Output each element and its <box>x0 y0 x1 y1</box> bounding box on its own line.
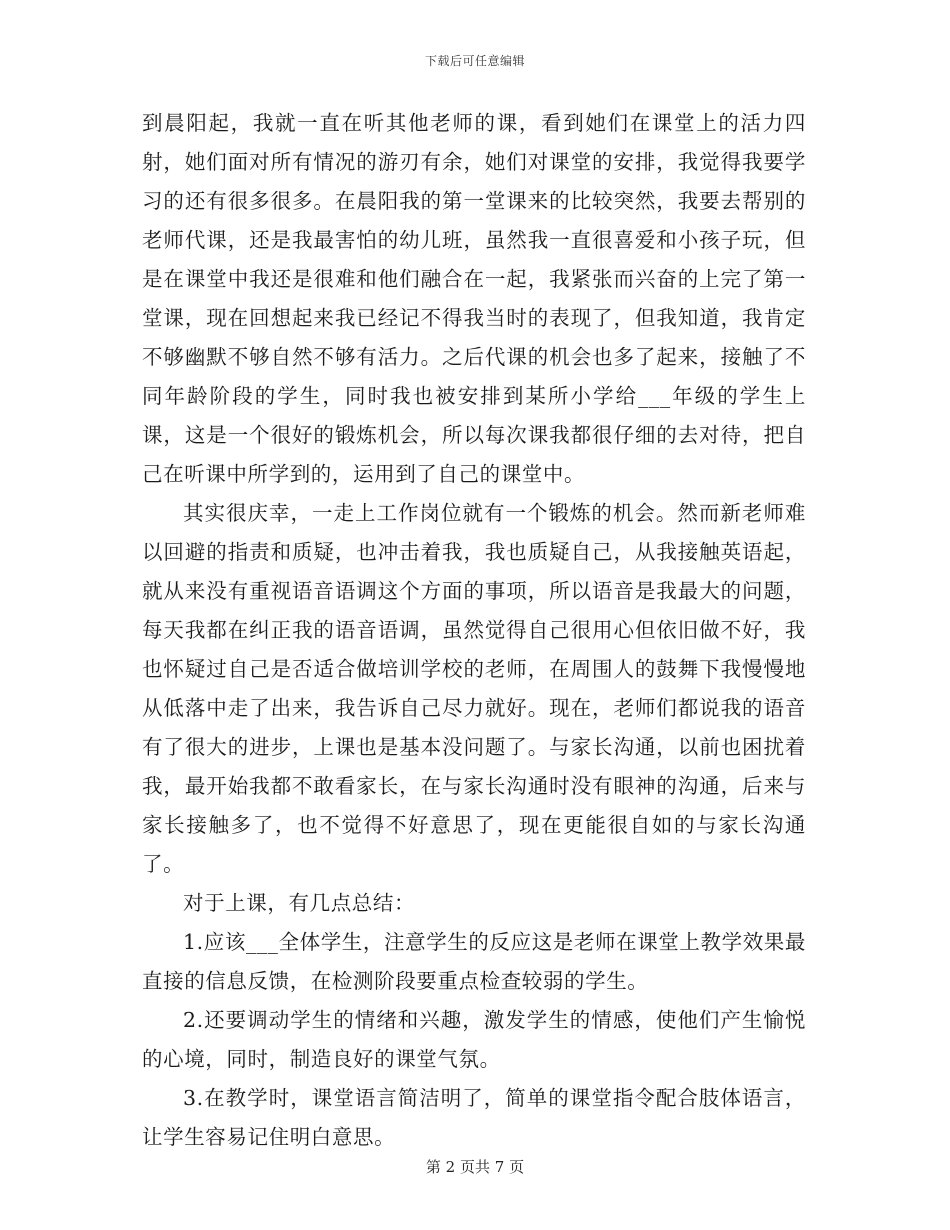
summary-point-2: 2.还要调动学生的情绪和兴趣，激发学生的情感，使他们产生愉悦的心境，同时，制造良好的课堂气氛。 <box>142 1008 806 1071</box>
summary-point-3: 3.在教学时，课堂语言简洁明了，简单的课堂指令配合肢体语言，让学生容易记住明白意思。 <box>142 1086 806 1149</box>
paragraph-teaching-experience: 到晨阳起，我就一直在听其他老师的课，看到她们在课堂上的活力四射，她们面对所有情况的游刃有余，她们对课堂的安排，我觉得我要学习的还有很多很多。在晨阳我的第一堂课来的比较突然，我要去帮别的老师代课，还是我最害怕的幼儿班，虽然我一直很喜爱和小孩子玩，但是在课堂中我还是很难和他们融合在一起，我紧张而兴奋的上完了第一堂课，现在回想起来我已经记不得我当时的表现了，但我知道，我肯定不够幽默不够自然不够有活力。之后代课的机会也多了起来，接触了不同年龄阶段的学生，同时我也被安排到某所小学给___年级的学生上课，这是一个很好的锻炼机会，所以每次课我都很仔细的去对待，把自己在听课中所学到的，运用到了自己的课堂中。 <box>142 111 806 486</box>
paragraph-summary-intro: 对于上课，有几点总结： <box>183 891 416 915</box>
paragraph-challenges: 其实很庆幸，一走上工作岗位就有一个锻炼的机会。然而新老师难以回避的指责和质疑，也冲击着我，我也质疑自己，从我接触英语起，就从来没有重视语音语调这个方面的事项，所以语音是我最大的问题，每天我都在纠正我的语音语调，虽然觉得自己很用心但依旧做不好，我也怀疑过自己是否适合做培训学校的老师，在周围人的鼓舞下我慢慢地从低落中走了出来，我告诉自己尽力就好。现在，老师们都说我的语音有了很大的进步，上课也是基本没问题了。与家长沟通，以前也困扰着我，最开始我都不敢看家长，在与家长沟通时没有眼神的沟通，后来与家长接触多了，也不觉得不好意思了，现在更能很自如的与家长沟通了。 <box>142 501 806 876</box>
summary-point-1: 1.应该___全体学生，注意学生的反应这是老师在课堂上教学效果最直接的信息反馈，在检测阶段要重点检查较弱的学生。 <box>142 930 807 993</box>
page-header: 下载后可任意编辑 <box>424 54 525 68</box>
document-body <box>142 104 806 1157</box>
page-number-footer: 第 2 页共 7 页 <box>425 1158 525 1176</box>
